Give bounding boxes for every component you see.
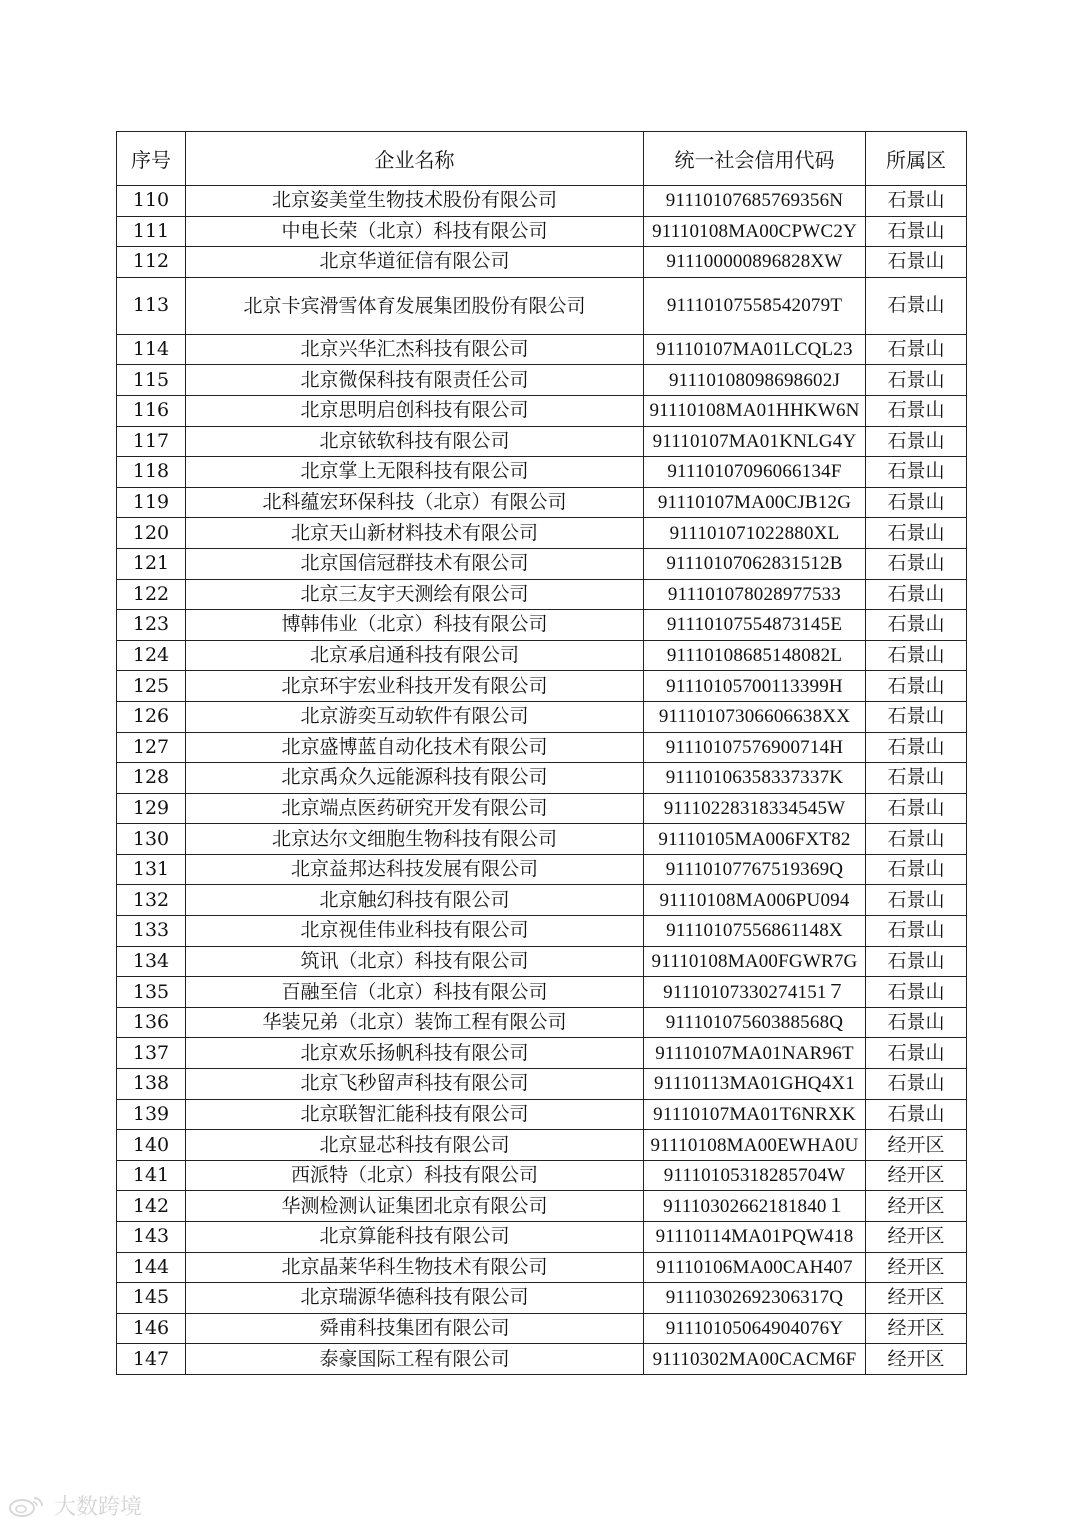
cell-credit-code: 91110107MA00CJB12G (644, 487, 866, 518)
table-row (117, 1252, 967, 1283)
cell-serial-number: 140 (117, 1130, 186, 1161)
cell-district: 石景山 (866, 854, 967, 885)
table-row (117, 732, 967, 763)
cell-credit-code: 91110105064904076Y (644, 1313, 866, 1344)
cell-company-name: 北京天山新材料技术有限公司 (186, 518, 644, 549)
cell-serial-number: 131 (117, 854, 186, 885)
cell-company-name: 泰豪国际工程有限公司 (186, 1344, 644, 1375)
cell-credit-code: 91110106358337337K (644, 763, 866, 794)
cell-credit-code: 91110107MA01T6NRXK (644, 1099, 866, 1130)
cell-credit-code: 911101071022880XL (644, 518, 866, 549)
cell-credit-code: 91110107062831512B (644, 548, 866, 579)
cell-company-name: 北京晶莱华科生物技术有限公司 (186, 1252, 644, 1283)
table-row (117, 426, 967, 457)
cell-district: 石景山 (866, 426, 967, 457)
cell-district: 石景山 (866, 518, 967, 549)
table-body (117, 186, 967, 1375)
cell-serial-number: 113 (117, 277, 186, 334)
cell-district: 石景山 (866, 671, 967, 702)
cell-company-name: 北京华道征信有限公司 (186, 247, 644, 278)
cell-serial-number: 132 (117, 885, 186, 916)
table-row (117, 1313, 967, 1344)
table-row (117, 365, 967, 396)
cell-company-name: 北京联智汇能科技有限公司 (186, 1099, 644, 1130)
cell-district: 石景山 (866, 395, 967, 426)
cell-district: 石景山 (866, 1099, 967, 1130)
cell-serial-number: 141 (117, 1160, 186, 1191)
cell-serial-number: 142 (117, 1191, 186, 1222)
cell-credit-code: 91110108098698602J (644, 365, 866, 396)
table-row (117, 1222, 967, 1253)
table-row (117, 579, 967, 610)
table-row (117, 916, 967, 947)
cell-company-name: 博韩伟业（北京）科技有限公司 (186, 610, 644, 641)
cell-credit-code: 91110113MA01GHQ4X1 (644, 1069, 866, 1100)
cell-company-name: 北京思明启创科技有限公司 (186, 395, 644, 426)
table-row (117, 247, 967, 278)
cell-district: 经开区 (866, 1283, 967, 1314)
cell-district: 石景山 (866, 487, 967, 518)
cell-district: 石景山 (866, 247, 967, 278)
cell-credit-code: 91110107MA01LCQL23 (644, 334, 866, 365)
cell-credit-code: 91110107802897753З (644, 579, 866, 610)
header-district: 所属区 (866, 132, 967, 186)
cell-credit-code: 911100000896828XW (644, 247, 866, 278)
table-row (117, 186, 967, 217)
cell-credit-code: 91110114MA01PQW418 (644, 1222, 866, 1253)
enterprise-table (116, 131, 967, 1375)
table-row (117, 793, 967, 824)
cell-company-name: 舜甫科技集团有限公司 (186, 1313, 644, 1344)
table-row (117, 1099, 967, 1130)
cell-serial-number: 130 (117, 824, 186, 855)
cell-district: 石景山 (866, 824, 967, 855)
cell-credit-code: 91110228318334545W (644, 793, 866, 824)
cell-serial-number: 110 (117, 186, 186, 217)
cell-serial-number: 115 (117, 365, 186, 396)
table-row (117, 1160, 967, 1191)
cell-district: 石景山 (866, 579, 967, 610)
cell-district: 石景山 (866, 334, 967, 365)
table-row (117, 457, 967, 488)
table-header-row (117, 132, 967, 186)
cell-serial-number: 126 (117, 701, 186, 732)
cell-district: 石景山 (866, 763, 967, 794)
table-row (117, 1344, 967, 1375)
cell-district: 石景山 (866, 610, 967, 641)
cell-serial-number: 144 (117, 1252, 186, 1283)
cell-district: 石景山 (866, 916, 967, 947)
cell-district: 石景山 (866, 640, 967, 671)
cell-company-name: 北京微保科技有限责任公司 (186, 365, 644, 396)
cell-serial-number: 127 (117, 732, 186, 763)
cell-serial-number: 114 (117, 334, 186, 365)
cell-credit-code: 91110107560388568Q (644, 1007, 866, 1038)
cell-serial-number: 125 (117, 671, 186, 702)
cell-serial-number: 119 (117, 487, 186, 518)
cell-credit-code: 91110108MA006PU094 (644, 885, 866, 916)
cell-serial-number: 121 (117, 548, 186, 579)
cell-credit-code: 91110107767519369Q (644, 854, 866, 885)
cell-district: 经开区 (866, 1252, 967, 1283)
table-row (117, 1038, 967, 1069)
cell-serial-number: 124 (117, 640, 186, 671)
cell-credit-code: 91110107096066134F (644, 457, 866, 488)
cell-company-name: 北京算能科技有限公司 (186, 1222, 644, 1253)
cell-company-name: 北京瑞源华德科技有限公司 (186, 1283, 644, 1314)
cell-company-name: 北京姿美堂生物技术股份有限公司 (186, 186, 644, 217)
cell-credit-code: 91110302662181840１ (644, 1191, 866, 1222)
cell-company-name: 北京盛博蓝自动化技术有限公司 (186, 732, 644, 763)
cell-company-name: 北京飞秒留声科技有限公司 (186, 1069, 644, 1100)
table-row (117, 1191, 967, 1222)
cell-serial-number: 135 (117, 977, 186, 1008)
table-row (117, 885, 967, 916)
cell-company-name: 北京触幻科技有限公司 (186, 885, 644, 916)
cell-serial-number: 145 (117, 1283, 186, 1314)
cell-company-name: 华测检测认证集团北京有限公司 (186, 1191, 644, 1222)
cell-company-name: 西派特（北京）科技有限公司 (186, 1160, 644, 1191)
cell-credit-code: 91110302MA00CACM6F (644, 1344, 866, 1375)
table-row (117, 854, 967, 885)
cell-serial-number: 128 (117, 763, 186, 794)
cell-district: 石景山 (866, 732, 967, 763)
cell-district: 石景山 (866, 977, 967, 1008)
cell-serial-number: 136 (117, 1007, 186, 1038)
cell-district: 石景山 (866, 1007, 967, 1038)
cell-company-name: 北京禹众久远能源科技有限公司 (186, 763, 644, 794)
header-serial-number: 序号 (117, 132, 186, 186)
cell-company-name: 北京承启通科技有限公司 (186, 640, 644, 671)
cell-district: 经开区 (866, 1222, 967, 1253)
cell-district: 石景山 (866, 548, 967, 579)
table-row (117, 824, 967, 855)
cell-serial-number: 143 (117, 1222, 186, 1253)
cell-credit-code: 91110105318285704W (644, 1160, 866, 1191)
cell-company-name: 北京显芯科技有限公司 (186, 1130, 644, 1161)
cell-serial-number: 111 (117, 216, 186, 247)
table-row (117, 395, 967, 426)
table-row (117, 1130, 967, 1161)
table-row (117, 977, 967, 1008)
cell-serial-number: 129 (117, 793, 186, 824)
cell-company-name: 北京国信冠群技术有限公司 (186, 548, 644, 579)
cell-district: 经开区 (866, 1160, 967, 1191)
cell-credit-code: 91110302692306317Q (644, 1283, 866, 1314)
cell-district: 石景山 (866, 186, 967, 217)
table-row (117, 640, 967, 671)
cell-district: 经开区 (866, 1130, 967, 1161)
cell-credit-code: 91110107556861148X (644, 916, 866, 947)
table-row (117, 671, 967, 702)
table-row (117, 518, 967, 549)
cell-district: 石景山 (866, 365, 967, 396)
cell-district: 经开区 (866, 1191, 967, 1222)
cell-district: 石景山 (866, 793, 967, 824)
cell-serial-number: 112 (117, 247, 186, 278)
table-row (117, 701, 967, 732)
cell-serial-number: 147 (117, 1344, 186, 1375)
cell-company-name: 北京达尔文细胞生物科技有限公司 (186, 824, 644, 855)
cell-district: 经开区 (866, 1313, 967, 1344)
table-row (117, 946, 967, 977)
cell-district: 石景山 (866, 885, 967, 916)
cell-company-name: 北京益邦达科技发展有限公司 (186, 854, 644, 885)
cell-serial-number: 146 (117, 1313, 186, 1344)
cell-district: 石景山 (866, 701, 967, 732)
weibo-logo-icon (8, 1494, 48, 1518)
cell-company-name: 北京游奕互动软件有限公司 (186, 701, 644, 732)
cell-serial-number: 123 (117, 610, 186, 641)
table-row (117, 487, 967, 518)
table-row (117, 763, 967, 794)
cell-district: 经开区 (866, 1344, 967, 1375)
cell-credit-code: 91110106MA00CAH407 (644, 1252, 866, 1283)
cell-credit-code: 91110108MA00FGWR7G (644, 946, 866, 977)
cell-company-name: 北科蕴宏环保科技（北京）有限公司 (186, 487, 644, 518)
cell-serial-number: 134 (117, 946, 186, 977)
cell-credit-code: 91110105MA006FXT82 (644, 824, 866, 855)
cell-credit-code: 91110108MA00EWHA0U (644, 1130, 866, 1161)
cell-district: 石景山 (866, 946, 967, 977)
cell-credit-code: 91110108MA00CPWC2Y (644, 216, 866, 247)
cell-serial-number: 118 (117, 457, 186, 488)
header-company-name: 企业名称 (186, 132, 644, 186)
cell-credit-code: 91110108685148082L (644, 640, 866, 671)
cell-company-name: 北京掌上无限科技有限公司 (186, 457, 644, 488)
cell-company-name: 北京环宇宏业科技开发有限公司 (186, 671, 644, 702)
cell-serial-number: 117 (117, 426, 186, 457)
cell-credit-code: 91110108MA01HHKW6N (644, 395, 866, 426)
cell-credit-code: 91110107330274151７ (644, 977, 866, 1008)
cell-serial-number: 116 (117, 395, 186, 426)
cell-district: 石景山 (866, 277, 967, 334)
watermark (8, 1490, 142, 1521)
cell-district: 石景山 (866, 457, 967, 488)
cell-serial-number: 133 (117, 916, 186, 947)
cell-credit-code: 91110107MA01KNLG4Y (644, 426, 866, 457)
cell-credit-code: 91110107MA01NAR96T (644, 1038, 866, 1069)
table-row (117, 334, 967, 365)
cell-serial-number: 139 (117, 1099, 186, 1130)
cell-company-name: 北京铱软科技有限公司 (186, 426, 644, 457)
cell-district: 石景山 (866, 216, 967, 247)
cell-company-name: 北京兴华汇杰科技有限公司 (186, 334, 644, 365)
cell-serial-number: 138 (117, 1069, 186, 1100)
cell-company-name: 北京端点医药研究开发有限公司 (186, 793, 644, 824)
table-row (117, 610, 967, 641)
cell-credit-code: 91110107576900714H (644, 732, 866, 763)
cell-company-name: 华装兄弟（北京）装饰工程有限公司 (186, 1007, 644, 1038)
cell-company-name: 百融至信（北京）科技有限公司 (186, 977, 644, 1008)
watermark-text: 大数跨境 (54, 1495, 143, 1520)
table-row (117, 277, 967, 334)
cell-company-name: 北京视佳伟业科技有限公司 (186, 916, 644, 947)
table-row (117, 1007, 967, 1038)
header-credit-code: 统一社会信用代码 (644, 132, 866, 186)
cell-company-name: 中电长荣（北京）科技有限公司 (186, 216, 644, 247)
cell-credit-code: 91110107685769356N (644, 186, 866, 217)
table-row (117, 216, 967, 247)
table-row (117, 1283, 967, 1314)
cell-company-name: 筑讯（北京）科技有限公司 (186, 946, 644, 977)
cell-credit-code: 91110105700113399H (644, 671, 866, 702)
table-row (117, 1069, 967, 1100)
cell-serial-number: 120 (117, 518, 186, 549)
cell-company-name: 北京三友宇天测绘有限公司 (186, 579, 644, 610)
cell-serial-number: 137 (117, 1038, 186, 1069)
cell-serial-number: 122 (117, 579, 186, 610)
table-row (117, 548, 967, 579)
cell-company-name: 北京欢乐扬帆科技有限公司 (186, 1038, 644, 1069)
cell-district: 石景山 (866, 1069, 967, 1100)
cell-company-name: 北京卡宾滑雪体育发展集团股份有限公司 (186, 277, 644, 334)
cell-credit-code: 91110107558542079T (644, 277, 866, 334)
cell-credit-code: 91110107554873145E (644, 610, 866, 641)
cell-district: 石景山 (866, 1038, 967, 1069)
cell-credit-code: 91110107306606638XX (644, 701, 866, 732)
